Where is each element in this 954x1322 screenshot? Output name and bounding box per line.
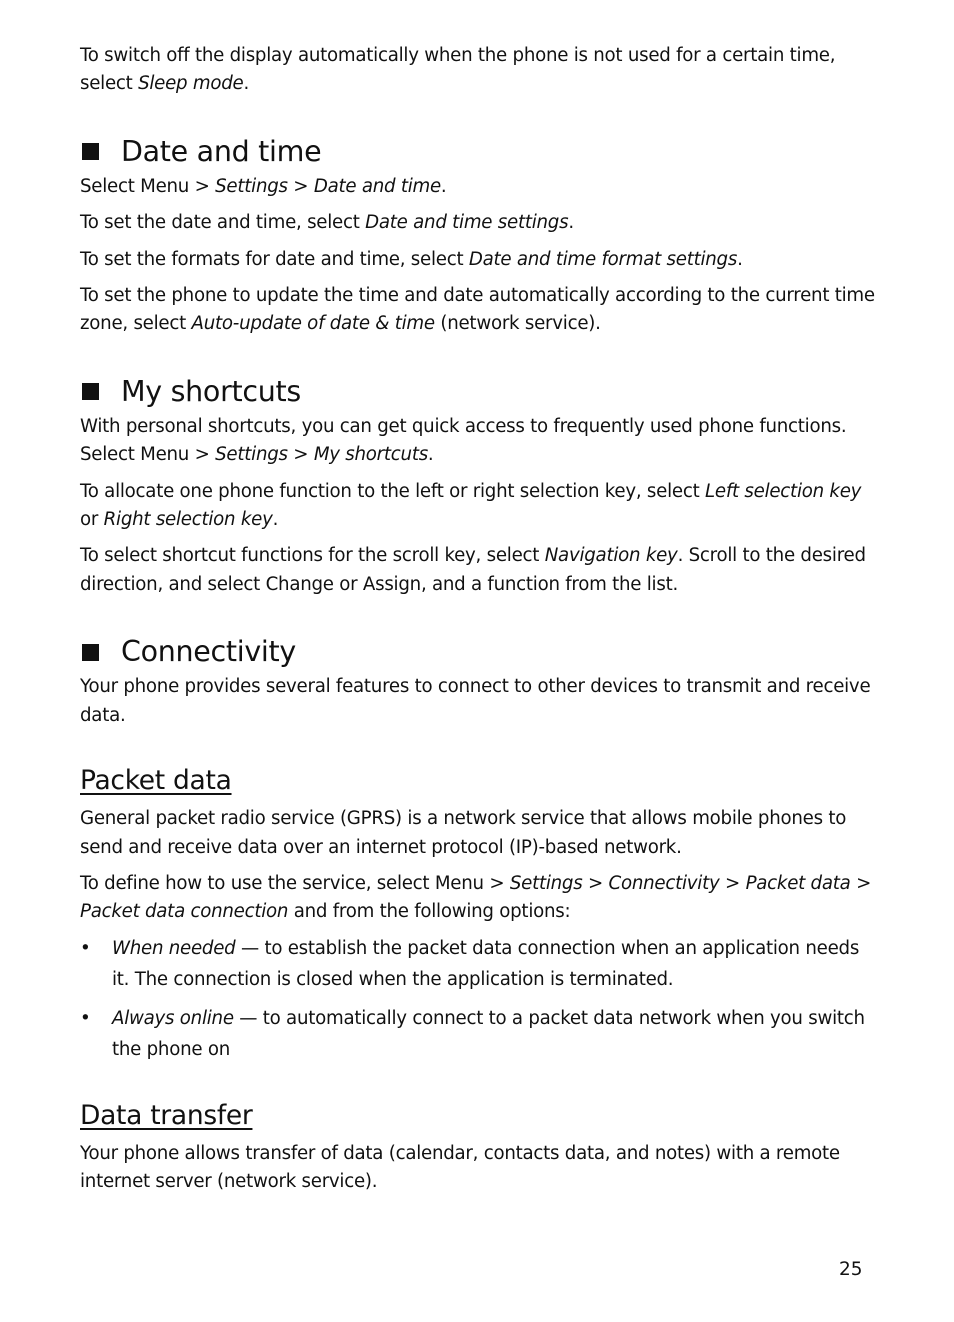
square-bullet-icon: [82, 383, 99, 400]
connectivity-heading: Connectivity: [80, 635, 875, 669]
data-transfer-paragraph: Your phone allows transfer of data (calendar, contacts data, and notes) with a remote internet server (network service).: [80, 1142, 840, 1193]
sleep-mode-option: Sleep mode: [138, 73, 244, 95]
date-time-menu-path: Select Menu > Settings > Date and time.: [80, 175, 447, 197]
square-bullet-icon: [82, 143, 99, 160]
list-item: • When needed — to establish the packet data connection when an application needs it. The connection is closed when the application is terminated.: [80, 933, 875, 995]
my-shortcuts-heading: My shortcuts: [80, 375, 875, 409]
square-bullet-icon: [82, 644, 99, 661]
manual-page: [80, 42, 875, 1197]
date-time-format-paragraph: To set the formats for date and time, select Date and time format settings.: [80, 248, 743, 270]
date-time-settings-paragraph: To set the date and time, select Date and time settings.: [80, 212, 574, 234]
connectivity-intro-paragraph: Your phone provides several features to connect to other devices to transmit and receive data.: [80, 676, 871, 726]
page-number: 25: [839, 1259, 863, 1280]
packet-data-options-list: [80, 933, 875, 1065]
gprs-paragraph: General packet radio service (GPRS) is a network service that allows mobile phones to send and receive data over an internet protocol (IP)-based network.: [80, 808, 847, 858]
auto-update-paragraph: To set the phone to update the time and date automatically according to the current time zone, select Auto-update of date & time (network service).: [80, 285, 875, 335]
packet-data-menu-path: To define how to use the service, select Menu > Settings > Connectivity > Packet data > Packet data connection and from the following options:: [80, 872, 872, 923]
data-transfer-heading: Data transfer: [80, 1099, 253, 1131]
sleep-mode-paragraph: To switch off the display automatically when the phone is not used for a certain time, select Sleep mode.: [80, 45, 836, 95]
bullet-icon: •: [80, 1007, 91, 1029]
packet-data-heading: Packet data: [80, 765, 232, 797]
date-time-heading: Date and time: [80, 135, 875, 169]
selection-key-paragraph: To allocate one phone function to the left or right selection key, select Left selection key or Right selection key.: [80, 480, 862, 531]
shortcuts-intro-paragraph: With personal shortcuts, you can get quick access to frequently used phone functions. Select Menu > Settings > My shortcuts.: [80, 415, 847, 466]
list-item: • Always online — to automatically connect to a packet data network when you switch the phone on: [80, 1003, 875, 1065]
bullet-icon: •: [80, 937, 91, 959]
navigation-key-paragraph: To select shortcut functions for the scroll key, select Navigation key. Scroll to the desired direction, and select Change or Assign, and a function from the list.: [80, 545, 866, 595]
